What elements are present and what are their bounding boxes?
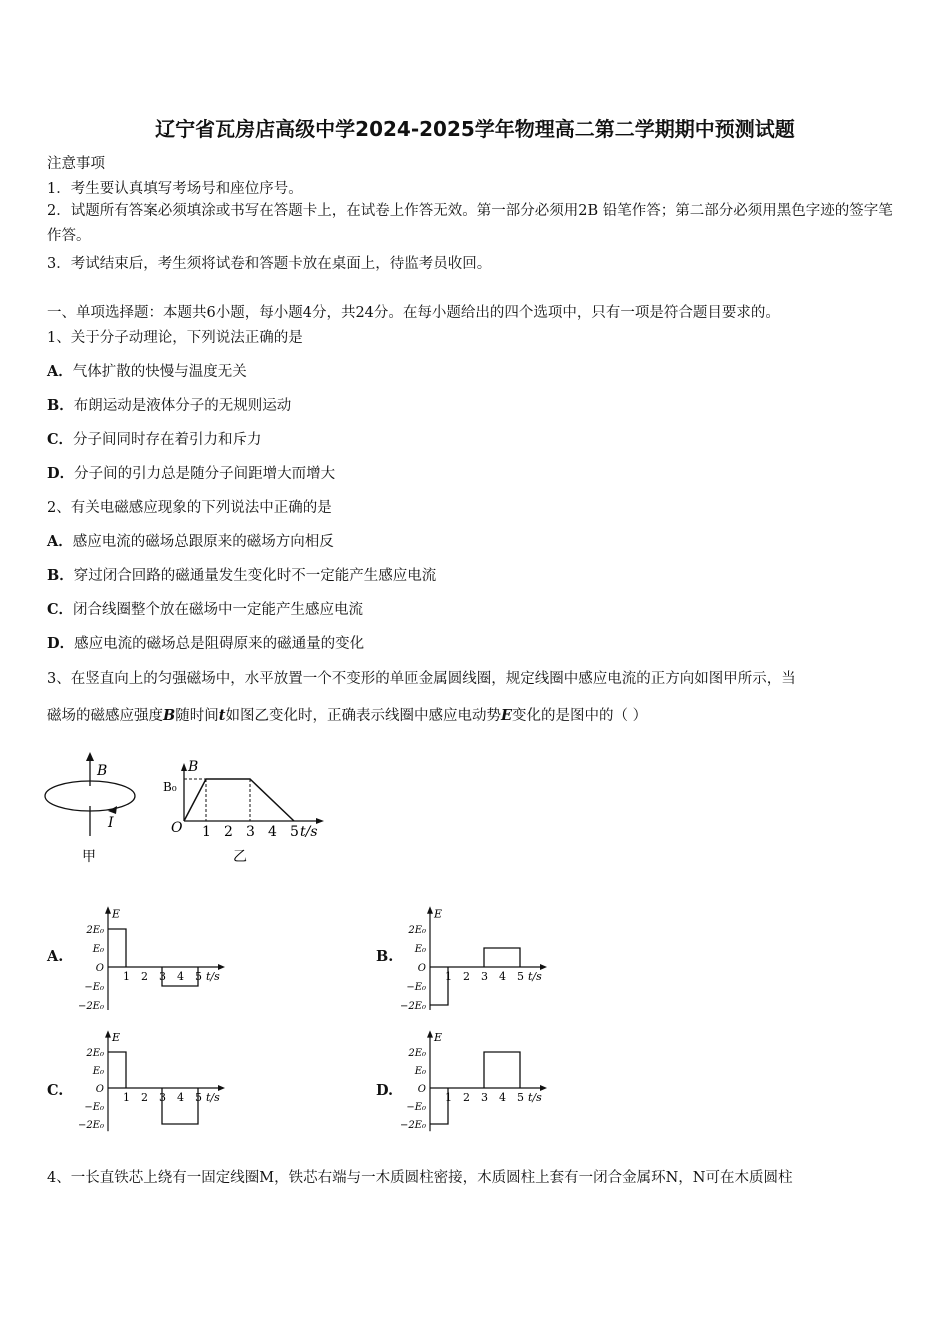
figure-jia bbox=[40, 748, 160, 868]
x-tick-label: 4 bbox=[499, 1091, 506, 1104]
x-tick-label: 1 bbox=[123, 1091, 130, 1104]
option-graph-a bbox=[78, 895, 228, 1010]
q2-option-a bbox=[47, 530, 334, 551]
option-label: D． bbox=[47, 465, 75, 482]
x-tick-label: 2 bbox=[463, 1091, 470, 1104]
x-tick-label: 3 bbox=[159, 1091, 166, 1104]
e-step-segment bbox=[108, 1052, 126, 1088]
option-graph-b bbox=[400, 895, 555, 1010]
e-step-segment bbox=[108, 929, 126, 967]
y-tick-label: E₀ bbox=[414, 1066, 426, 1077]
label-b: B bbox=[97, 763, 108, 779]
q4-stem: 4、一长直铁芯上绕有一固定线圈M，铁芯右端与一木质圆柱密接，木质圆柱上套有一闭合金属环N，N可在木质圆柱 bbox=[47, 1170, 793, 1186]
y-tick-label: −2E₀ bbox=[78, 1001, 104, 1010]
e-step-segment bbox=[484, 1052, 520, 1088]
x-tick-label: 5 bbox=[290, 824, 299, 840]
y-tick-label: E₀ bbox=[414, 944, 426, 955]
y-axis-label: E bbox=[434, 907, 443, 921]
q2-stem: 2、有关电磁感应现象的下列说法中正确的是 bbox=[47, 500, 332, 516]
x-tick-label: 1 bbox=[202, 824, 211, 840]
q1-option-b bbox=[47, 394, 291, 415]
x-tick-label: 4 bbox=[268, 824, 277, 840]
q3-option-label-a: A. bbox=[47, 948, 64, 965]
y-tick-label: E₀ bbox=[92, 1066, 104, 1077]
q3-stem-line2 bbox=[47, 704, 647, 725]
q1-option-d bbox=[47, 462, 335, 483]
y-tick-label: 2E₀ bbox=[86, 925, 104, 936]
var-b: B bbox=[163, 707, 176, 724]
text-run: 随时间 bbox=[175, 708, 219, 724]
option-text: 分子间的引力总是随分子间距增大而增大 bbox=[74, 466, 336, 482]
y-tick-label: −2E₀ bbox=[400, 1001, 426, 1010]
x-tick-label: 2 bbox=[224, 824, 233, 840]
x-tick-label: 2 bbox=[463, 970, 470, 983]
section-heading: 一、单项选择题：本题共6小题，每小题4分，共24分。在每小题给出的四个选项中，只有一项是符合题目要求的。 bbox=[47, 305, 780, 321]
y-axis-arrow-icon bbox=[427, 906, 433, 914]
figure-yi bbox=[160, 748, 340, 868]
caption-yi: 乙 bbox=[233, 849, 247, 865]
label-i: I bbox=[108, 815, 114, 831]
x-axis-label: t/s bbox=[528, 1091, 542, 1104]
y-tick-label: −E₀ bbox=[84, 1102, 104, 1113]
y-tick-label: −2E₀ bbox=[78, 1120, 104, 1131]
option-label: D． bbox=[47, 635, 75, 652]
x-tick-label: 5 bbox=[195, 1091, 202, 1104]
q3-option-label-c: C. bbox=[47, 1082, 64, 1099]
option-text: 布朗运动是液体分子的无规则运动 bbox=[73, 398, 292, 414]
q2-option-d bbox=[47, 632, 364, 653]
yi-origin: O bbox=[171, 820, 183, 836]
y-axis-arrow-icon bbox=[427, 1030, 433, 1037]
y-tick-label: 2E₀ bbox=[408, 1048, 426, 1059]
page-title: 辽宁省瓦房店高级中学2024-2025学年物理高二第二学期期中预测试题 bbox=[155, 117, 795, 141]
y-tick-label: O bbox=[417, 1084, 426, 1095]
q3-option-label-d: D. bbox=[376, 1082, 394, 1099]
y-tick-label: 2E₀ bbox=[408, 925, 426, 936]
y-tick-label: 2E₀ bbox=[86, 1048, 104, 1059]
yi-ylabel: B bbox=[188, 759, 199, 775]
text-run: 变化的是图中的（ ） bbox=[512, 708, 648, 724]
y-axis-label: E bbox=[434, 1031, 443, 1045]
b-curve bbox=[184, 779, 294, 821]
caption-jia: 甲 bbox=[82, 849, 96, 865]
x-axis-label: t/s bbox=[528, 970, 542, 983]
y-axis-arrow-icon bbox=[105, 906, 111, 914]
x-tick-label: 3 bbox=[246, 824, 255, 840]
notice-item-2: 2．试题所有答案必须填涂或书写在答题卡上，在试卷上作答无效。第一部分必须用2B 铅笔作答；第二部分必须用黑色字迹的签字笔作答。 bbox=[47, 203, 893, 244]
x-tick-label: 3 bbox=[159, 970, 166, 983]
option-label: C． bbox=[47, 431, 74, 448]
y-tick-label: −E₀ bbox=[406, 1102, 426, 1113]
x-axis-label: t/s bbox=[206, 970, 220, 983]
y-axis-arrow-icon bbox=[181, 763, 187, 771]
text-run: 磁场的磁感应强度 bbox=[47, 708, 163, 724]
x-axis-label: t/s bbox=[206, 1091, 220, 1104]
y-tick-label: O bbox=[95, 1084, 104, 1095]
q1-option-a bbox=[47, 360, 247, 381]
option-label: B． bbox=[47, 567, 74, 584]
x-tick-label: 5 bbox=[195, 970, 202, 983]
option-text: 闭合线圈整个放在磁场中一定能产生感应电流 bbox=[73, 602, 364, 618]
x-tick-label: 4 bbox=[177, 970, 184, 983]
text-run: 如图乙变化时，正确表示线圈中感应电动势 bbox=[225, 708, 501, 724]
y-axis-label: E bbox=[112, 1031, 121, 1045]
y-tick-label: O bbox=[417, 963, 426, 974]
yi-ytick: B₀ bbox=[163, 780, 177, 794]
y-tick-label: O bbox=[95, 963, 104, 974]
q3-stem-line1: 3、在竖直向上的匀强磁场中，水平放置一个不变形的单匝金属圆线圈，规定线圈中感应电流的正方向如图甲所示，当 bbox=[47, 671, 796, 687]
q1-stem: 1、关于分子动理论，下列说法正确的是 bbox=[47, 330, 303, 346]
option-label: A． bbox=[47, 363, 73, 380]
option-label: B． bbox=[47, 397, 74, 414]
x-tick-label: 2 bbox=[141, 970, 148, 983]
x-tick-label: 1 bbox=[445, 970, 452, 983]
y-tick-label: E₀ bbox=[92, 944, 104, 955]
option-label: C． bbox=[47, 601, 74, 618]
y-axis-arrow-icon bbox=[105, 1030, 111, 1037]
field-arrow-icon bbox=[86, 752, 94, 761]
notice-item-1: 1．考生要认真填写考场号和座位序号。 bbox=[47, 181, 303, 197]
option-text: 感应电流的磁场总是阻碍原来的磁通量的变化 bbox=[74, 636, 365, 652]
option-text: 穿过闭合回路的磁通量发生变化时不一定能产生感应电流 bbox=[73, 568, 437, 584]
y-tick-label: −E₀ bbox=[406, 982, 426, 993]
x-tick-label: 4 bbox=[177, 1091, 184, 1104]
q2-option-b bbox=[47, 564, 436, 585]
q3-option-label-b: B. bbox=[376, 948, 394, 965]
var-t: t bbox=[218, 707, 226, 724]
x-tick-label: 1 bbox=[123, 970, 130, 983]
x-tick-label: 2 bbox=[141, 1091, 148, 1104]
option-graph-d bbox=[400, 1028, 555, 1143]
notice-item-3: 3．考试结束后，考生须将试卷和答题卡放在桌面上，待监考员收回。 bbox=[47, 256, 492, 272]
y-tick-label: −E₀ bbox=[84, 982, 104, 993]
y-axis-label: E bbox=[112, 907, 121, 921]
e-step-segment bbox=[484, 948, 520, 967]
q1-option-c bbox=[47, 428, 262, 449]
var-e: E bbox=[500, 707, 513, 724]
x-tick-label: 3 bbox=[481, 1091, 488, 1104]
option-label: A． bbox=[47, 533, 73, 550]
x-tick-label: 5 bbox=[517, 970, 524, 983]
x-tick-label: 5 bbox=[517, 1091, 524, 1104]
option-text: 气体扩散的快慢与温度无关 bbox=[72, 364, 247, 380]
x-tick-label: 1 bbox=[445, 1091, 452, 1104]
option-graph-c bbox=[78, 1028, 228, 1143]
notice-heading: 注意事项 bbox=[47, 156, 105, 172]
q2-option-c bbox=[47, 598, 363, 619]
x-tick-label: 3 bbox=[481, 970, 488, 983]
yi-xlabel: t/s bbox=[300, 824, 318, 840]
x-axis-arrow-icon bbox=[316, 818, 324, 824]
option-text: 分子间同时存在着引力和斥力 bbox=[73, 432, 262, 448]
option-text: 感应电流的磁场总跟原来的磁场方向相反 bbox=[72, 534, 334, 550]
y-tick-label: −2E₀ bbox=[400, 1120, 426, 1131]
x-tick-label: 4 bbox=[499, 970, 506, 983]
